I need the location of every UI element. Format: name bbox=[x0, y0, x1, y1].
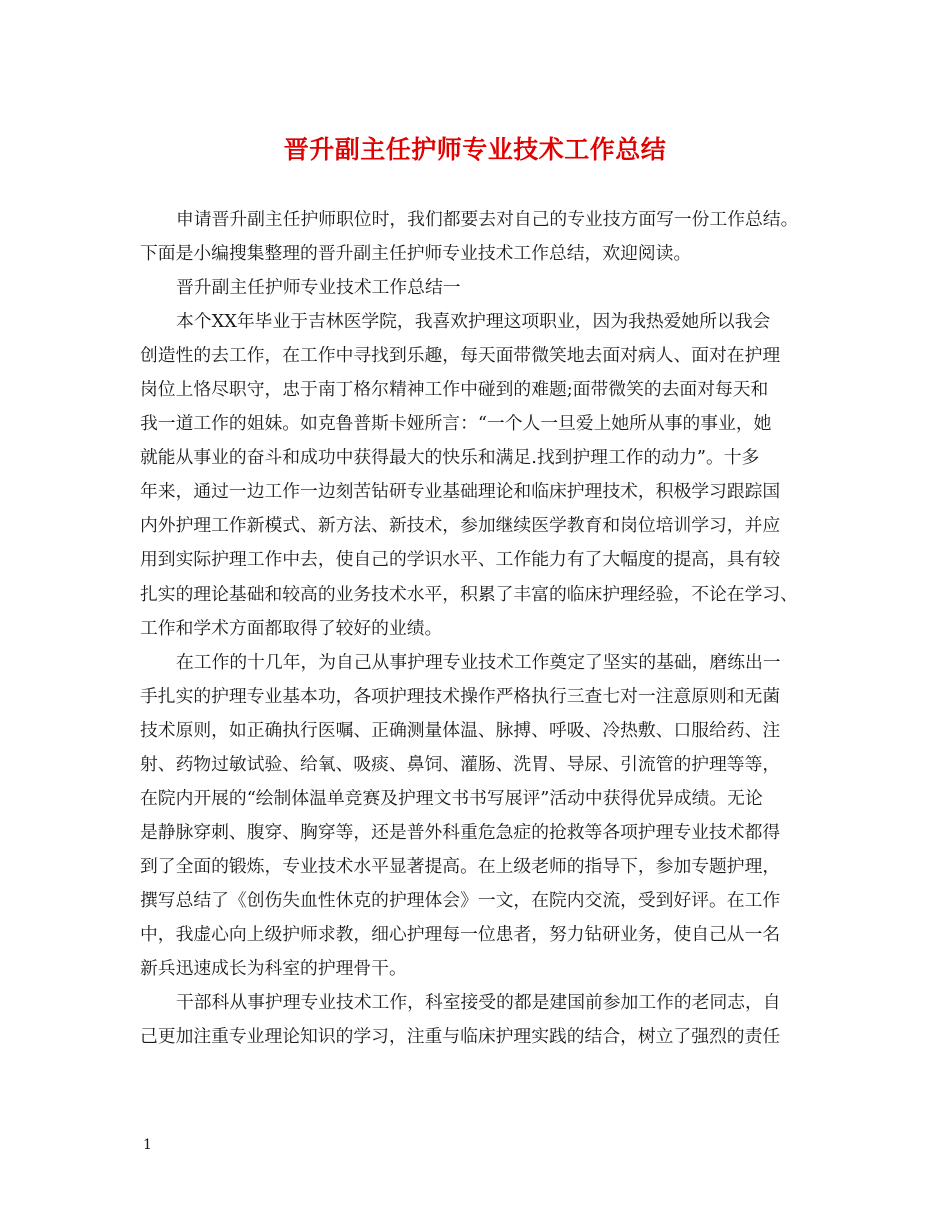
text-line: 技术原则，如正确执行医嘱、正确测量体温、脉搏、呼吸、冷热敷、口服给药、注 bbox=[140, 719, 781, 741]
text-line: 本个XX年毕业于吉林医学院，我喜欢护理这项职业，因为我热爱她所以我会 bbox=[176, 311, 771, 333]
text-line: 年来，通过一边工作一边刻苦钻研专业基础理论和临床护理技术，积极学习跟踪国 bbox=[140, 481, 781, 503]
text-line: 创造性的去工作，在工作中寻找到乐趣，每天面带微笑地去面对病人、面对在护理 bbox=[140, 345, 781, 367]
text-line: 我一道工作的姐妹。如克鲁普斯卡娅所言：“一个人一旦爱上她所从事的事业，她 bbox=[140, 413, 772, 435]
text-line: 新兵迅速成长为科室的护理骨干。 bbox=[140, 958, 407, 980]
text-line: 就能从事业的奋斗和成功中获得最大的快乐和满足.找到护理工作的动力”。十多 bbox=[140, 447, 760, 469]
text-line: 在工作的十几年，为自己从事护理专业技术工作奠定了坚实的基础，磨练出一 bbox=[176, 651, 781, 673]
text-line: 手扎实的护理专业基本功，各项护理技术操作严格执行三查七对一注意原则和无菌 bbox=[140, 685, 781, 707]
text-line: 内外护理工作新模式、新方法、新技术，参加继续医学教育和岗位培训学习，并应 bbox=[140, 515, 781, 537]
text-line: 撰写总结了《创伤失血性休克的护理体会》一文，在院内交流，受到好评。在工作 bbox=[140, 889, 781, 911]
text-line: 工作和学术方面都取得了较好的业绩。 bbox=[140, 617, 443, 639]
text-line: 岗位上恪尽职守，忠于南丁格尔精神工作中碰到的难题;面带微笑的去面对每天和 bbox=[140, 379, 769, 401]
document-body bbox=[140, 203, 826, 1054]
text-line: 是静脉穿刺、腹穿、胸穿等，还是普外科重危急症的抢救等各项护理专业技术都得 bbox=[140, 821, 781, 843]
text-line: 干部科从事护理专业技术工作，科室接受的都是建国前参加工作的老同志，自 bbox=[176, 992, 781, 1014]
text-line: 申请晋升副主任护师职位时，我们都要去对自己的专业技方面写一份工作总结。 bbox=[176, 209, 799, 230]
page-title: 晋升副主任护师专业技术工作总结 bbox=[283, 135, 667, 164]
page-number: 1 bbox=[143, 1137, 152, 1153]
text-line: 射、药物过敏试验、给氧、吸痰、鼻饲、灌肠、洗胃、导尿、引流管的护理等等， bbox=[140, 753, 781, 775]
text-line: 扎实的理论基础和较高的业务技术水平，积累了丰富的临床护理经验，不论在学习、 bbox=[140, 583, 798, 605]
text-line: 晋升副主任护师专业技术工作总结一 bbox=[176, 277, 461, 299]
text-line: 在院内开展的“绘制体温单竞赛及护理文书书写展评”活动中获得优异成绩。无论 bbox=[140, 787, 763, 809]
text-line: 用到实际护理工作中去，使自己的学识水平、工作能力有了大幅度的提高，具有较 bbox=[140, 549, 781, 571]
text-line: 中，我虚心向上级护师求教，细心护理每一位患者，努力钻研业务，使自己从一名 bbox=[140, 923, 781, 945]
text-line: 下面是小编搜集整理的晋升副主任护师专业技术工作总结，欢迎阅读。 bbox=[140, 243, 692, 265]
text-line: 己更加注重专业理论知识的学习，注重与临床护理实践的结合，树立了强烈的责任 bbox=[140, 1026, 781, 1048]
text-line: 到了全面的锻炼，专业技术水平显著提高。在上级老师的指导下，参加专题护理， bbox=[140, 855, 781, 877]
